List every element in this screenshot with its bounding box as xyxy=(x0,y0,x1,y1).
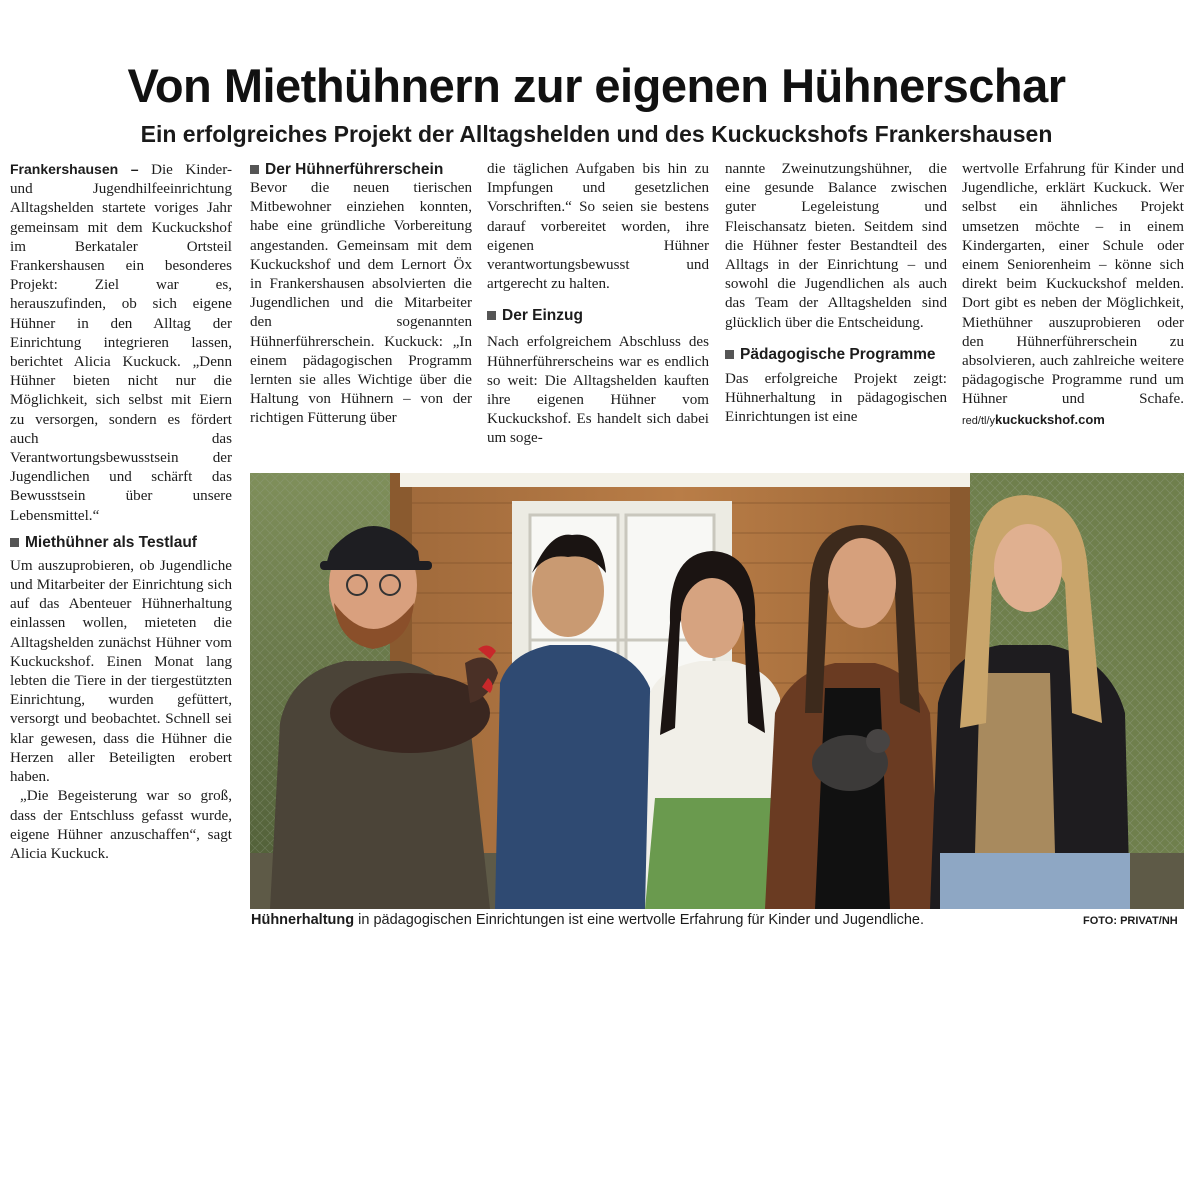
headline: Von Miethühnern zur eigenen Hühnerschar xyxy=(127,59,1066,112)
article-column-5 xyxy=(962,160,1184,431)
article-column-3 xyxy=(487,160,709,449)
article-column-2 xyxy=(250,160,472,429)
paragraph xyxy=(10,160,232,526)
author-credit: red/tl/y xyxy=(962,414,996,427)
caption-text: in pädagogischen Einrichtungen ist eine wertvolle Erfahrung für Kinder und Jugendliche. xyxy=(354,912,924,928)
paragraph-text: Die Kinder- und Jugendhilfeeinrichtung Alltagshelden startete voriges Jahr gemeinsam mit dem Kuckuckshof im Berkataler Ortsteil Frankershausen ein besonderes Projekt: Ziel war es, herauszufinden, ob sich eigene Hühner in den Alltag der Einrichtung integrieren lassen, berichtet Alicia Kuckuck. „Denn Hühner bieten nicht nur die Möglichkeit, sich selbst mit Eiern zu versorgen, sondern es fördert auch das Verantwortungsbewusstsein der Jugendlichen und schärft das Bewusstsein über unsere Lebensmittel.“ xyxy=(10,162,232,524)
paragraph: Bevor die neuen tierischen Mitbewohner einziehen konnten, habe eine gründliche Vorbereitung angestanden. Gemeinsam mit dem Kuckuckshof und dem Lernort Öx in Frankershausen absolvierten die Jugendlichen und die Mitarbeiter den sogenannten Hühnerführerschein. Kuckuck: „In einem pädagogischen Programm lernten sie alles Wichtige über die Haltung von Hühnern – von der richtigen Fütterung über xyxy=(250,180,472,427)
paragraph: Das erfolgreiche Projekt zeigt: Hühnerhaltung in pädagogischen Einrichtungen ist eine xyxy=(725,370,947,426)
article-column-1 xyxy=(10,160,232,864)
square-bullet-icon xyxy=(10,538,19,547)
paragraph: nannte Zweinutzungshühner, die eine gesunde Balance zwischen guter Legeleistung und Fleischansatz bieten. Seitdem sind die Hühner fester Bestandteil des Alltags in der Einrichtung – und sowohl die Jugendlichen als auch das Team der Alltagshelden sind glücklich über die Entscheidung. xyxy=(725,161,947,331)
subheading-einzug: Der Einzug xyxy=(487,306,709,325)
square-bullet-icon xyxy=(725,350,734,359)
photo-caption xyxy=(251,911,1051,929)
paragraph: Nach erfolgreichem Abschluss des Hühnerführerscheins war es endlich so weit: Die Alltagshelden kauften ihre eigenen Hühner vom Kuckuckshof. Es handelt sich dabei um soge- xyxy=(487,334,709,447)
square-bullet-icon xyxy=(250,165,259,174)
paragraph: die täglichen Aufgaben bis hin zu Impfungen und gesetzlichen Vorschriften.“ So seien sie bestens darauf vorbereitet worden, ihre eigenen Hühner verantwortungsbewusst und artgerecht zu halten. xyxy=(487,161,709,293)
subheading-programme: Pädagogische Programme xyxy=(725,345,947,364)
article-photo xyxy=(250,473,1184,909)
caption-bold: Hühnerhaltung xyxy=(251,912,355,928)
paragraph: „Die Begeisterung war so groß, dass der Entschluss gefasst wurde, eigene Hühner anzuschaffen“, sagt Alicia Kuckuck. xyxy=(10,788,232,862)
subheading-fuehrerschein: Der Hühnerführerschein xyxy=(250,160,472,179)
square-bullet-icon xyxy=(487,311,496,320)
subheading-testlauf: Miethühner als Testlauf xyxy=(10,533,232,552)
photo-credit: FOTO: PRIVAT/NH xyxy=(1083,915,1178,927)
paragraph: wertvolle Erfahrung für Kinder und Jugendliche, erklärt Kuckuck. Wer selbst ein ähnliches Projekt umsetzen möchte – in einem Kindergarten, einer Schule oder einem Seniorenheim – könne sich direkt beim Kuckuckshof melden. Dort gibt es neben der Möglichkeit, Miethühner auszuprobieren oder den Hühnerführerschein zu absolvieren, auch zahlreiche weitere pädagogische Programme rund um Hühner und Schafe. red/tl/ykuckuckshof.com xyxy=(962,161,1184,427)
paragraph: Um auszuprobieren, ob Jugendliche und Mitarbeiter der Einrichtung sich auf das Abenteuer Hühnerhaltung einlassen wollen, mieteten die Alltagshelden zunächst Hühner vom Kuckuckshof. Einen Monat lang lebten die Tiere in der tiergestützten Einrichtung, wurden gefüttert, versorgt und beobachtet. Schnell sei klar gewesen, dass die Hühner die Herzen aller Beteiligten erobert haben. xyxy=(10,557,232,786)
dateline: Frankershausen – xyxy=(10,161,139,177)
website-link[interactable]: kuckuckshof.com xyxy=(995,411,1105,427)
article-column-4 xyxy=(725,160,947,427)
subheadline: Ein erfolgreiches Projekt der Alltagshelden und des Kuckuckshofs Frankershausen xyxy=(140,121,1053,147)
